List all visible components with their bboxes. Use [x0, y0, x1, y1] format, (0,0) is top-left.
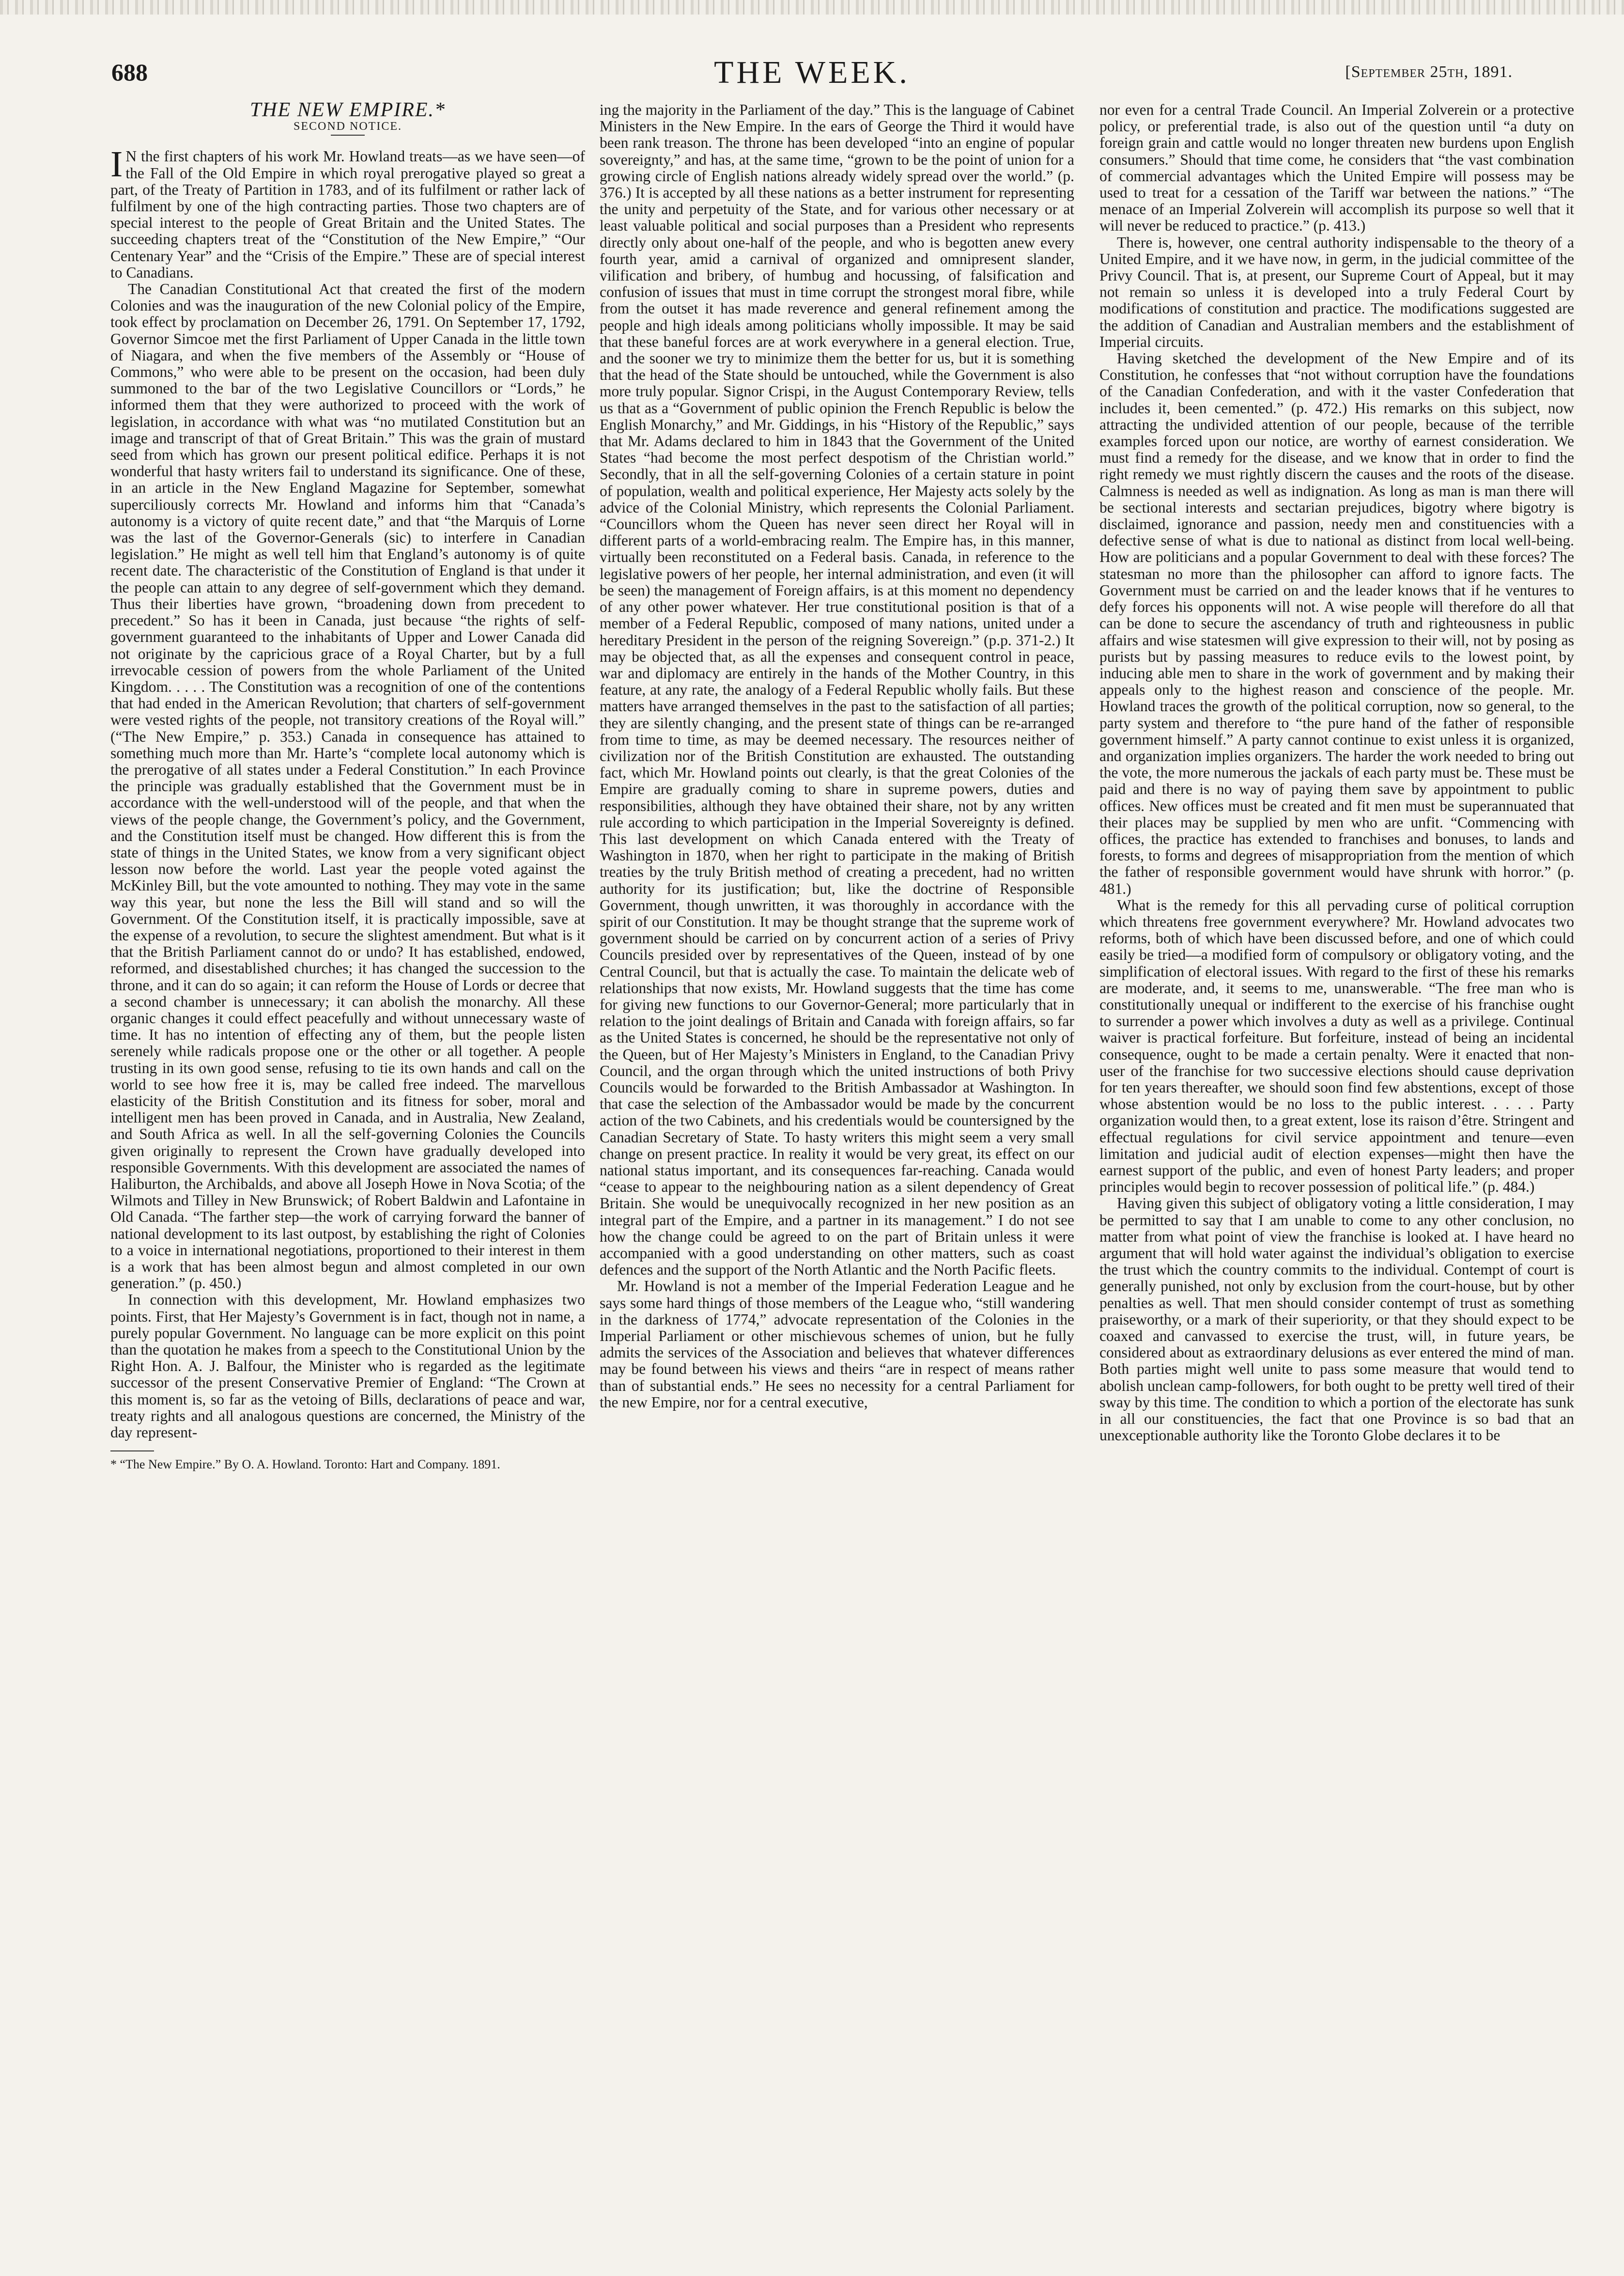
paragraph: ing the majority in the Parliament of the day.” This is the language of Cabinet Ministers in the New Empire. In the ears of George the Third it would have been rank treason. The throne has been developed “into an engine of popular sovereignty,” and has, at the same time, “grown to be the point of union for a growing circle of English nations already widely spread over the world.” (p. 376.) It is accepted by all these nations as a better instrument for representing the unity and perpetuity of the State, and for various other necessary or at least valuable political and social purposes than a President who represents directly only about one-half of the people, and who is begotten anew every fourth year, amid a carnival of organized and omnipresent slander, vilification and bribery, of humbug and hocussing, of falsification and confusion of issues that must in time corrupt the strongest moral fibre, while from the outset it has made reverence and general refinement among the people and high ideals among politicians wholly impossible. It may be said that these baneful forces are at work everywhere in a general election. True, and the sooner we try to minimize them the better for us, but it is something that the head of the State should be untouched, while the Government is also more truly popular. Signor Crispi, in the August Contemporary Review, tells us that as a “Government of public opinion the French Republic is below the English Monarchy,” and Mr. Giddings, in his “History of the Republic,” says that Mr. Adams declared to him in 1843 that the Government of the United States “had become the most perfect despotism of the Christian world.” Secondly, that in all the self-governing Colonies of a certain stature in point of population, wealth and political experience, Her Majesty acts solely by the advice of the Colonial Ministry, which represents the Colonial Parliament. “Councillors whom the Queen has never seen direct her Royal will in different parts of a world-embracing realm. The Empire has, in this manner, virtually been reconstituted on a Federal basis. Canada, in reference to the legislative powers of her people, her internal administration, and even (it will be seen) the management of Foreign affairs, is at this moment no dependency of any other power whatever. Her true constitutional position is that of a member of a Federal Republic, composed of many nations, united under a hereditary President in the person of the reigning Sovereign.” (p.p. 371-2.) It may be objected that, as all the expenses and consequent control in peace, war and diplomacy are entirely in the hands of the Mother Country, in this feature, at any rate, the analogy of a Federal Republic wholly fails. But these matters have arranged themselves in the past to the satisfaction of all parties; they are silently changing, and the present state of things can be re-arranged from time to time, as may be deemed necessary. The resources neither of civilization nor of the British Constitution are exhausted. The outstanding fact, which Mr. Howland points out clearly, is that the great Colonies of the Empire are gradually coming to share in supreme powers, duties and responsibilities, although they have obtained their share, not by any written rule according to which participation in the Imperial Sovereignty is defined. This last development on which Canada entered with the Treaty of Washington in 1870, when her right to participate in the making of British treaties by the truly British method of creating a precedent, had no written authority for its justification; but, like the doctrine of Responsible Government, though unwritten, it was thoroughly in accordance with the spirit of our Constitution. It may be thought strange that the supreme work of government should be carried on by concurrent action of a series of Privy Councils presided over by representatives of the Queen, instead of by one Central Council, but that is actually the case. To maintain the delicate web of relationships that now exists, Mr. Howland suggests that the time has come for giving new functions to our Governor-General; more particularly that in relation to the joint dealings of Britain and Canada with foreign affairs, so far as the United States is concerned, he should be the representative not only of the Queen, but of Her Majesty’s Ministers in England, to the Canadian Privy Council, and the organ through which the united instructions of both Privy Councils would be forwarded to the British Ambassador at Washington. In that case the selection of the Ambassador would be made by the concurrent action of the two Cabinets, and his credentials would be countersigned by the Canadian Secretary of State. To hasty writers this might seem a very small change on present practice. In reality it would be very great, its effect on our national status important, and its consequences far-reaching. Canada would “cease to appear to the neighbouring nation as a silent dependency of Great Britain. She would be unequivocally recognized in her new position as an integral part of the Empire, and a partner in its management.” I do not see how the change could be agreed to on the part of Britain unless it were accompanied with a good understanding on other matters, such as coast defences and the support of the North Atlantic and the North Pacific fleets. — [600, 102, 1074, 1278]
paragraph: nor even for a central Trade Council. An Imperial Zolverein or a protective policy, or preferential trade, is also out of the question until “a duty on foreign grain and cattle would no longer threaten new burdens upon English consumers.” Should that time come, he considers that “the vast combination of commercial advantages which the United Empire will possess may be used to treat for a cessation of the Tariff war between the nations.” “The menace of an Imperial Zolverein will accomplish its purpose so well that it will never be reduced to practice.” (p. 413.) — [1099, 102, 1574, 234]
column-2 — [600, 102, 1074, 2243]
paragraph: There is, however, one central authority indispensable to the theory of a United Empire, and it we have now, in germ, in the judicial committee of the Privy Council. That is, at present, our Supreme Court of Appeal, but it may not remain so unless it is developed into a truly Federal Court by modifications of constitution and practice. The modifications suggested are the addition of Canadian and Australian members and the establishment of Imperial circuits. — [1099, 234, 1574, 350]
article-subtitle: SECOND NOTICE. — [294, 120, 402, 133]
journal-title: THE WEEK. — [714, 55, 910, 90]
article-title: THE NEW EMPIRE.* — [249, 102, 446, 121]
footnote: * “The New Empire.” By O. A. Howland. Toronto: Hart and Company. 1891. — [110, 1457, 500, 1472]
paragraph — [110, 144, 585, 281]
drop-cap: I — [110, 144, 123, 185]
footnote-rule — [110, 1450, 154, 1451]
paragraph-text: N the first chapters of his work Mr. Howland treats—as we have seen—of the Fall of the Old Empire in which royal prerogative played so great a part, of the Treaty of Partition in 1783, and of its fulfilment or rather lack of fulfilment by one of the high contracting parties. Those two chapters are of special interest to the people of Great Britain and the United States. The succeeding chapters treat of the “Constitution of the New Empire,” “Our Centenary Year” and the “Crisis of the Empire.” These are of special interest to Canadians. — [110, 148, 585, 281]
paragraph: Having given this subject of obligatory voting a little consideration, I may be permitted to say that I am unable to come to any other conclusion, no matter from what point of view the franchise is looked at. I have heard no argument that will hold water against the individual’s obligation to exercise the trust which the country commits to the individual. Contempt of court is generally punished, not only by exclusion from the court-house, but by other penalties as well. That men should consider contempt of trust as something praiseworthy, or a mark of their superiority, or that they should expect to be coaxed and canvassed to exercise the trust, will, in future years, be considered about as extraordinary delusions as ever entered the mind of man. Both parties might well unite to pass some measure that would tend to abolish unclean camp-followers, for both ought to be pretty well tired of their sway by this time. The condition to which a portion of the electorate has sunk in all our constituencies, the fact that one Province is so bad that an unexceptionable authority like the Toronto Globe declares it to be — [1099, 1195, 1574, 1444]
paragraph: The Canadian Constitutional Act that created the first of the modern Colonies and was the inauguration of the new Colonial policy of the Empire, took effect by proclamation on December 26, 1791. On September 17, 1792, Governor Simcoe met the first Parliament of Upper Canada in the little town of Niagara, and when the five members of the Assembly or “House of Commons,” who were able to be present on the occasion, had been duly summoned to the bar of the two Legislative Councillors or “Lords,” he informed them that they were authorized to proceed with the work of legislation, in accordance with what was “no mutilated Constitution but an image and transcript of that of Great Britain.” This was the grain of mustard seed from which has grown our present political edifice. Perhaps it is not wonderful that hasty writers fail to understand its significance. One of these, in an article in the New England Magazine for September, somewhat superciliously corrects Mr. Howland and informs him that “Canada’s autonomy is a victory of quite recent date,” and that “the Marquis of Lorne was the last of the Governor-Generals (sic) to interfere in Canadian legislation.” He might as well tell him that England’s autonomy is of quite recent date. The characteristic of the Constitution of England is that under it the people can attain to any degree of self-government which they demand. Thus their liberties have grown, “broadening down from precedent to precedent.” So has it been in Canada, just because “the rights of self-government guaranteed to the inhabitants of Upper and Lower Canada did not originate by the capricious grace of a Royal Charter, but by a full irrevocable cession of powers from the whole Parliament of the United Kingdom. . . . . The Constitution was a recognition of one of the contentions that had ended in the American Revolution; that charters of self-government were vested rights of the people, not transitory creations of the Royal will.” (“The New Empire,” p. 353.) Canada in consequence has attained to something much more than Mr. Harte’s “complete local autonomy which is the prerogative of all states under a Federal Constitution.” In each Province the principle was gradually established that the Government must be in accordance with the well-understood will of the people, and that when the views of the people change, the Government’s policy, and the Government, and the Constitution itself must be changed. How different this is from the state of things in the United States, we know from a very significant object lesson now before the world. Last year the people voted against the McKinley Bill, but the vote amounted to nothing. They may vote in the same way this year, but none the less the Bill will stand and so will the Government. Of the Constitution itself, it is practically impossible, save at the expense of a revolution, to secure the slightest amendment. But what is it that the British Parliament cannot do or undo? It has established, endowed, reformed, and disestablished churches; it has changed the succession to the throne, and it can do so again; it can reform the House of Lords or decree that a second chamber is unnecessary; it can abolish the monarchy. All these organic changes it could effect peacefully and without unnecessary waste of time. It has no intention of effecting any of them, but the people listen serenely while radicals propose one or the other or all together. A people trusting in its own good sense, refusing to tie its own hands and call on the world to see how free it is, may be called free indeed. The marvellous elasticity of the British Constitution and its fitness for sober, moral and intelligent men has been proved in Canada, and in Australia, New Zealand, and South Africa as well. In all the self-governing Colonies the Councils given originally to represent the Crown have gradually developed into responsible Governments. With this development are associated the names of Haliburton, the Archibalds, and above all Joseph Howe in Nova Scotia; of the Wilmots and Tilley in New Brunswick; of Robert Baldwin and Lafontaine in Old Canada. “The farther step—the work of carrying forward the banner of national development to its last outpost, by establishing the right of Colonies to a voice in international negotiations, proportioned to their interest in them is a work that has been almost begun and almost completed in our own generation.” (p. 450.) — [110, 281, 585, 1292]
paragraph: Having sketched the development of the New Empire and of its Constitution, he confesses that “not without corruption have the foundations of the Canadian Confederation, and with it the vaster Confederation that includes it, been cemented.” (p. 472.) His remarks on this subject, now attracting the undivided attention of our people, because of the terrible examples forced upon our notice, are worthy of earnest consideration. We must find a remedy for the disease, and we know that in order to find the right remedy we must rightly discern the causes and the roots of the disease. Calmness is needed as well as indignation. As long as man is man there will be sectional interests and sectarian prejudices, bigotry where bigotry is disclaimed, ignorance and passion, needy men and constituencies with a defective sense of what is due to national as distinct from local well-being. How are politicians and a popular Government to deal with these forces? The statesman no more than the philosopher can afford to ignore facts. The Government must be carried on and the leader knows that if he ventures to defy forces his opponents will not. A wise people will therefore do all that can be done to secure the ascendancy of truth and righteousness in public affairs and wise statesmen will give expression to their will, not by posing as purists but by passing measures to reduce evils to the lowest point, by inducing able men to share in the work of government and by making their appeals only to the highest reason and conscience of the people. Mr. Howland traces the growth of the political corruption, now so general, to the party system and therefore to “the pure hand of the father of responsible government himself.” A party cannot continue to exist unless it is organized, and organization implies organizers. The harder the work needed to bring out the vote, the more numerous the jackals of each party must be. These must be paid and there is no way of paying them save by appointment to public offices. New offices must be created and fit men must be superannuated that their places may be supplied by men who are unfit. “Commencing with offices, the practice has extended to franchises and bonuses, to lands and forests, to forms and degrees of misappropriation from the mention of which the father of responsible government would have shrunk with horror.” (p. 481.) — [1099, 350, 1574, 897]
column-3 — [1099, 102, 1574, 2243]
page-number: 688 — [111, 59, 148, 86]
paragraph: Mr. Howland is not a member of the Imperial Federation League and he says some hard things of those members of the League who, “still wandering in the darkness of 1774,” advocate representation of the Colonies in the Imperial Parliament or other mischievous schemes of union, but he fully admits the services of the Association and believes that whatever differences may be found between his views and theirs “are in respect of means rather than of substantial ends.” He sees no necessity for a central Parliament for the new Empire, nor for a central executive, — [600, 1278, 1074, 1411]
torn-top-edge — [0, 0, 1624, 15]
issue-date: [September 25th, 1891. — [1345, 63, 1513, 81]
column-1 — [110, 102, 585, 2243]
title-rule — [331, 135, 365, 136]
paragraph: In connection with this development, Mr. Howland emphasizes two points. First, that Her Majesty’s Government is in fact, though not in name, a purely popular Government. No language can be more explicit on this point than the quotation he makes from a speech to the Constitutional Union by the Right Hon. A. J. Balfour, the Minister who is regarded as the legitimate successor of the present Conservative Premier of England: “The Crown at this moment is, so far as the vetoing of Bills, declarations of peace and war, treaty rights and all analogous questions are concerned, the Ministry of the day represent- — [110, 1291, 585, 1441]
paragraph: What is the remedy for this all pervading curse of political corruption which threatens free government everywhere? Mr. Howland advocates two reforms, both of which have been discussed before, and one of which could easily be tried—a modified form of compulsory or obligatory voting, and the simplification of electoral issues. With regard to the first of these his remarks are moderate, and, it seems to me, unanswerable. “The free man who is constitutionally unequal or indifferent to the exercise of his franchise ought to surrender a power which involves a duty as well as a privilege. Continual waiver is practical forfeiture. But forfeiture, instead of being an incidental consequence, ought to be made a certain penalty. Were it enacted that non-user of the franchise for two successive elections should cause deprivation for ten years thereafter, we should soon find few abstentions, except of those whose abstention would be no loss to the public interest. . . . . Party organization would then, to a great extent, lose its raison d’être. Stringent and effectual regulations for civil service appointment and tenure—even limitation and judicial audit of election expenses—might then have the earnest support of the public, and even of honest Party leaders; and proper principles would begin to recover possession of political life.” (p. 484.) — [1099, 896, 1574, 1196]
page-header — [111, 54, 1513, 93]
